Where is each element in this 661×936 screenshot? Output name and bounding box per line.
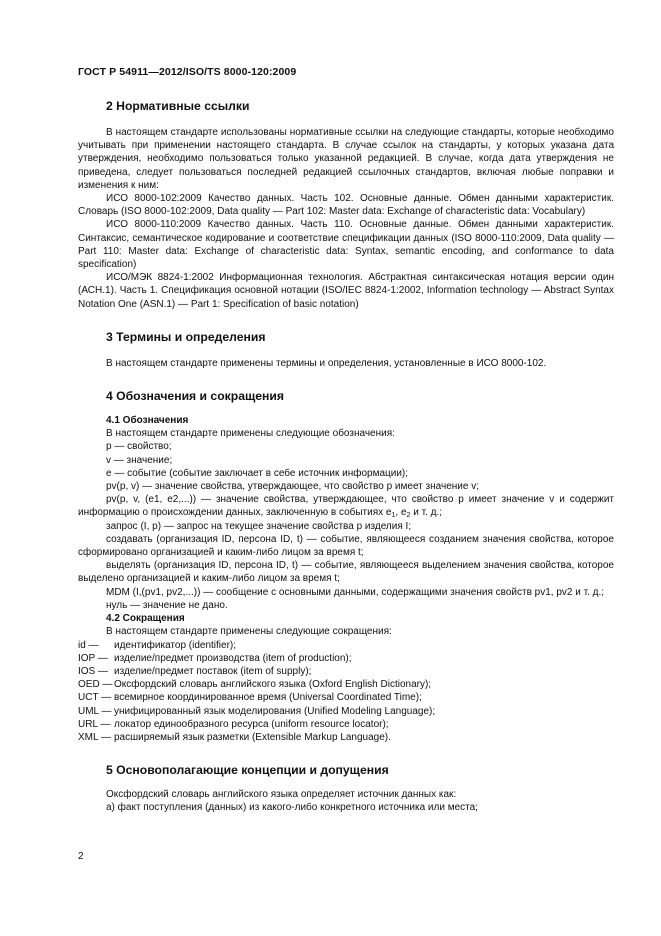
- list-item: [78, 493, 614, 519]
- abbreviation-key: UML —: [78, 705, 112, 717]
- abbreviation-value: изделие/предмет производства (item of production);: [114, 652, 352, 664]
- abbreviation-value: идентификатор (identifier);: [114, 639, 237, 651]
- section-2-heading: 2 Нормативные ссылки: [106, 99, 250, 113]
- abbreviation-row: [78, 665, 614, 678]
- list-item: p — свойство;: [106, 441, 172, 453]
- abbreviation-key: IOS —: [78, 665, 109, 677]
- abbreviation-key: XML —: [78, 731, 111, 743]
- list-item-text: и т. д.;: [410, 507, 442, 519]
- abbreviation-row: [78, 652, 614, 665]
- document-header: ГОСТ Р 54911—2012/ISO/TS 8000-120:2009: [78, 66, 297, 78]
- section-4-heading: 4 Обозначения и сокращения: [106, 389, 285, 404]
- reference-iso-iec-8824-1: ИСО/МЭК 8824-1:2002 Информационная технология. Абстрактная синтаксическая нотация версии один (АСН.1). Часть 1. Спецификация основной нотации (ISO/IEC 8824-1:2002, Information technology — Abstract Syntax Notation One (ASN.1) — Part 1: Specification of basic notation): [78, 272, 614, 310]
- abbreviation-value: всемирное координированное время (Universal Coordinated Time);: [114, 692, 422, 704]
- reference-iso-8000-110: ИСО 8000-110:2009 Качество данных. Часть 110. Основные данные. Обмен данными характеристик. Синтаксис, семантическое кодирование и соответствие спецификации данных (ISO 8000-110:2009, Data quality — Part 110: Master data: Exchange of characteristic data: Syntax, semantic encoding, and conformance to data specification): [78, 219, 614, 271]
- section-3-heading: 3 Термины и определения: [106, 329, 266, 344]
- abbreviation-row: [78, 731, 614, 744]
- abbreviation-key: id —: [78, 639, 99, 651]
- abbreviation-row: [78, 705, 614, 718]
- list-item: e — событие (событие заключает в себе источник информации);: [106, 467, 409, 479]
- reference-iso-8000-102: ИСО 8000-102:2009 Качество данных. Часть 102. Основные данные. Обмен данными характеристик. Словарь (ISO 8000-102:2009, Data quality — Part 102: Master data: Exchange of characteristic data: Vocabulary): [78, 193, 614, 218]
- abbreviation-row: [78, 678, 614, 691]
- section-5-heading: 5 Основополагающие концепции и допущения: [106, 763, 389, 778]
- abbreviation-value: унифицированный язык моделирования (Unified Modeling Language);: [114, 705, 436, 717]
- subscript: 1: [391, 512, 396, 520]
- document-body: [78, 96, 614, 815]
- abbreviation-value: расширяемый язык разметки (Extensible Markup Language).: [114, 731, 391, 743]
- list-item: pv(p, v) — значение свойства, утверждающее, что свойство p имеет значение v;: [106, 481, 479, 493]
- subscript: 2: [406, 512, 411, 520]
- list-item: нуль — значение не дано.: [106, 599, 228, 611]
- abbreviation-key: URL —: [78, 718, 111, 730]
- abbreviation-value: изделие/предмет поставок (item of supply);: [114, 665, 312, 677]
- page-number: 2: [78, 851, 84, 862]
- section-5-intro: Оксфордский словарь английского языка определяет источник данных как:: [106, 789, 457, 801]
- list-item: создавать (организация ID, персона ID, t) — событие, являющееся созданием значения свойства, которое сформировано организацией и каким-либо лицом за время t;: [78, 533, 614, 559]
- abbreviations-list: [78, 639, 614, 745]
- abbreviations-intro: В настоящем стандарте применены следующие сокращения:: [106, 626, 392, 638]
- abbreviation-key: UCT —: [78, 692, 112, 704]
- list-item-text: , e: [395, 507, 407, 519]
- abbreviation-row: [78, 639, 614, 652]
- section-2-intro: В настоящем стандарте использованы нормативные ссылки на следующие стандарты, которые необходимо учитывать при применении настоящего стандарта. В случае ссылок на стандарты, у которых указана дата утверждения, необходимо пользоваться только указанной редакцией. В случае, когда дата утверждения не приведена, следует пользоваться последней редакцией ссылочных стандартов, включая любые поправки и изменения к ним:: [78, 127, 614, 191]
- abbreviation-value: локатор единообразного ресурса (uniform resource locator);: [114, 718, 389, 730]
- abbreviation-row: [78, 718, 614, 731]
- abbreviation-key: IOP —: [78, 652, 108, 664]
- section-5-item-a: а) факт поступления (данных) из какого-либо конкретного источника или места;: [106, 802, 478, 814]
- abbreviation-row: [78, 691, 614, 704]
- subsection-4-1-heading: 4.1 Обозначения: [106, 415, 189, 427]
- list-item: v — значение;: [106, 454, 173, 466]
- list-item: запрос (I, p) — запрос на текущее значение свойства p изделия I;: [106, 520, 412, 532]
- symbols-list: [78, 427, 614, 612]
- list-item: выделять (организация ID, персона ID, t) — событие, являющееся выделением значения свойства, которое выделено организацией и каким-либо лицом за время t;: [78, 560, 614, 585]
- symbols-intro: В настоящем стандарте применены следующие обозначения:: [106, 428, 395, 440]
- abbreviation-value: Оксфордский словарь английского языка (Oxford English Dictionary);: [114, 679, 432, 691]
- section-3-text: В настоящем стандарте применены термины и определения, установленные в ИСО 8000-102.: [106, 357, 547, 369]
- subsection-4-2-heading: 4.2 Сокращения: [106, 613, 185, 625]
- list-item: MDM (I,(pv1, pv2,...)) — сообщение с основными данными, содержащими значения свойств pv1, pv2 и т. д.;: [106, 586, 605, 598]
- abbreviation-key: OED —: [78, 679, 113, 691]
- list-item-text: pv(p, v, (e1, e2,...)) — значение свойства, утверждающее, что свойство p имеет значение v и содержит информацию о происхождении данных, заключенную в событиях e: [78, 494, 614, 519]
